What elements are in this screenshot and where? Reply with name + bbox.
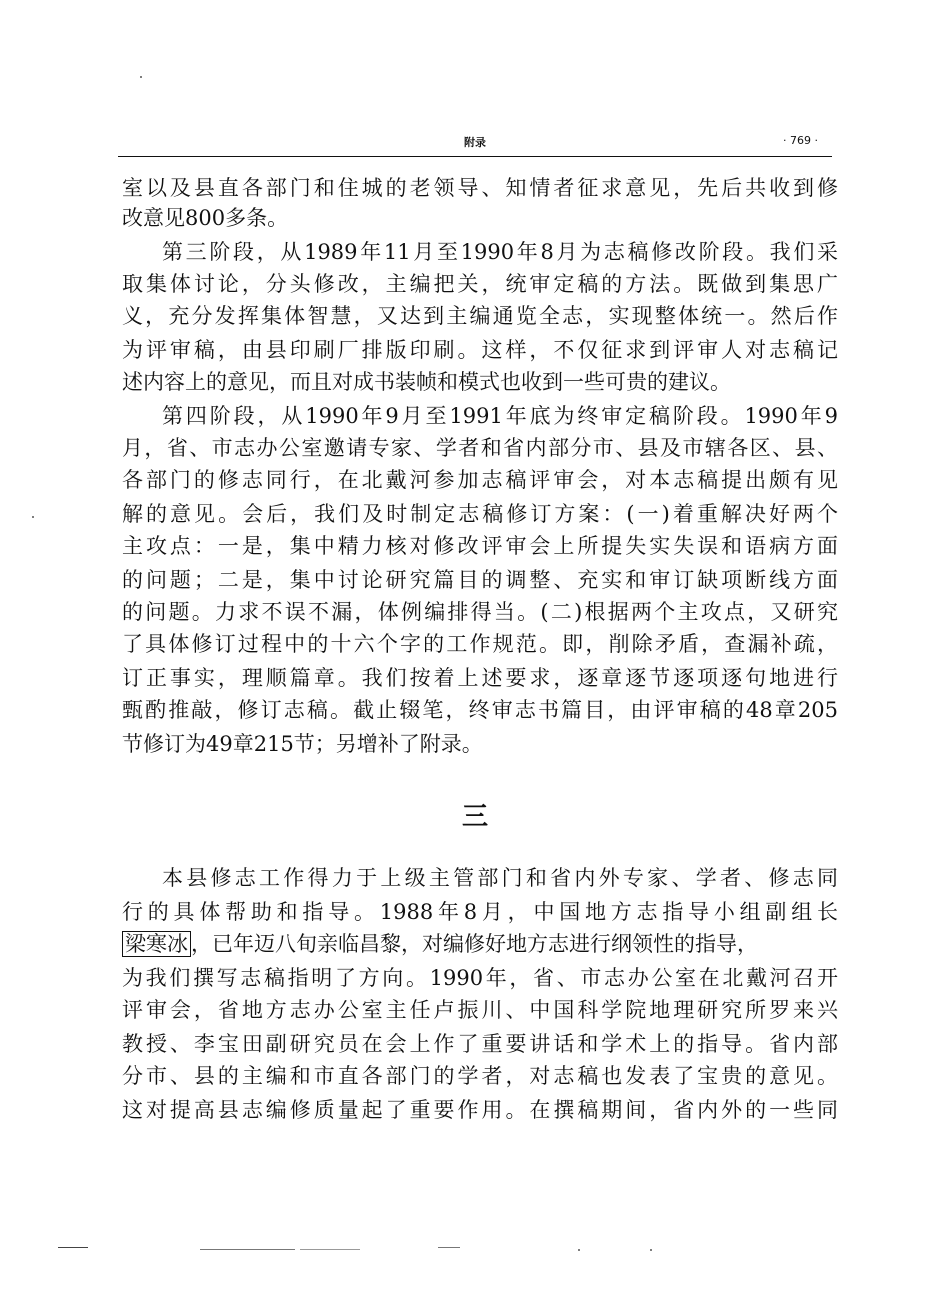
scan-speck xyxy=(140,76,142,78)
page-number: · 769 · xyxy=(783,134,818,147)
text-line: 第三阶段，从1989年11月至1990年8月为志稿修改阶段。我们采 xyxy=(162,240,838,264)
scan-speck xyxy=(32,516,34,518)
text-line: 分市、县的主编和市直各部门的学者，对志稿也发表了宝贵的意见。 xyxy=(122,1064,838,1088)
text-line: 第四阶段，从1990年9月至1991年底为终审定稿阶段。1990年9 xyxy=(162,404,838,428)
text-line: 本县修志工作得力于上级主管部门和省内外专家、学者、修志同 xyxy=(162,866,838,890)
running-title: 附录 xyxy=(464,136,486,149)
text-line: 节修订为49章215节；另增补了附录。 xyxy=(122,732,483,756)
scan-artifact xyxy=(438,1247,460,1248)
text-line: 改意见800多条。 xyxy=(122,206,289,230)
scan-speck xyxy=(578,1249,580,1251)
text-line: 主攻点：一是，集中精力核对修改评审会上所提失实失误和语病方面 xyxy=(122,534,838,558)
text-line: 了具体修订过程中的十六个字的工作规范。即，削除矛盾，查漏补疏， xyxy=(122,632,838,656)
text-line: 订正事实，理顺篇章。我们按着上述要求，逐章逐节逐项逐句地进行 xyxy=(122,666,838,690)
boxed-name: 梁寒冰 xyxy=(122,931,191,957)
section-heading: 三 xyxy=(461,802,488,832)
scan-speck xyxy=(650,1249,652,1251)
text-line: 的问题；二是，集中讨论研究篇目的调整、充实和审订缺项断线方面 xyxy=(122,568,838,592)
text-line-rest: ，已年迈八旬亲临昌黎，对编修好地方志进行纲领性的指导， xyxy=(191,932,758,956)
text-line: 的问题。力求不误不漏，体例编排得当。(二)根据两个主攻点，又研究 xyxy=(122,600,838,624)
text-line: 这对提高县志编修质量起了重要作用。在撰稿期间，省内外的一些同 xyxy=(122,1098,838,1122)
text-line: 月，省、市志办公室邀请专家、学者和省内部分市、县及市辖各区、县、 xyxy=(122,436,838,460)
scan-artifact xyxy=(300,1249,360,1250)
text-line: 为我们撰写志稿指明了方向。1990年，省、市志办公室在北戴河召开 xyxy=(122,966,838,990)
text-line: 取集体讨论，分头修改，主编把关，统审定稿的方法。既做到集思广 xyxy=(122,272,838,296)
text-line: 义，充分发挥集体智慧，又达到主编通览全志，实现整体统一。然后作 xyxy=(122,304,838,328)
scan-artifact xyxy=(58,1247,88,1248)
text-line: 甄酌推敲，修订志稿。截止辍笔，终审志书篇目，由评审稿的48章205 xyxy=(122,698,838,722)
text-line: 为评审稿，由县印刷厂排版印刷。这样，不仅征求到评审人对志稿记 xyxy=(122,338,838,362)
text-line: 教授、李宝田副研究员在会上作了重要讲话和学术上的指导。省内部 xyxy=(122,1032,838,1056)
text-line: 室以及县直各部门和住城的老领导、知情者征求意见，先后共收到修 xyxy=(122,176,838,200)
running-header xyxy=(118,130,832,156)
header-rule xyxy=(118,156,832,157)
text-line: 述内容上的意见，而且对成书装帧和模式也收到一些可贵的建议。 xyxy=(122,370,731,394)
text-line: 行的具体帮助和指导。1988年8月，中国地方志指导小组副组长 xyxy=(122,900,838,924)
text-line: 评审会，省地方志办公室主任卢振川、中国科学院地理研究所罗来兴 xyxy=(122,998,838,1022)
text-line: 各部门的修志同行，在北戴河参加志稿评审会，对本志稿提出颇有见 xyxy=(122,468,838,492)
text-line: 解的意见。会后，我们及时制定志稿修订方案：(一)着重解决好两个 xyxy=(122,502,838,526)
text-line xyxy=(122,930,838,958)
scan-artifact xyxy=(200,1249,295,1250)
